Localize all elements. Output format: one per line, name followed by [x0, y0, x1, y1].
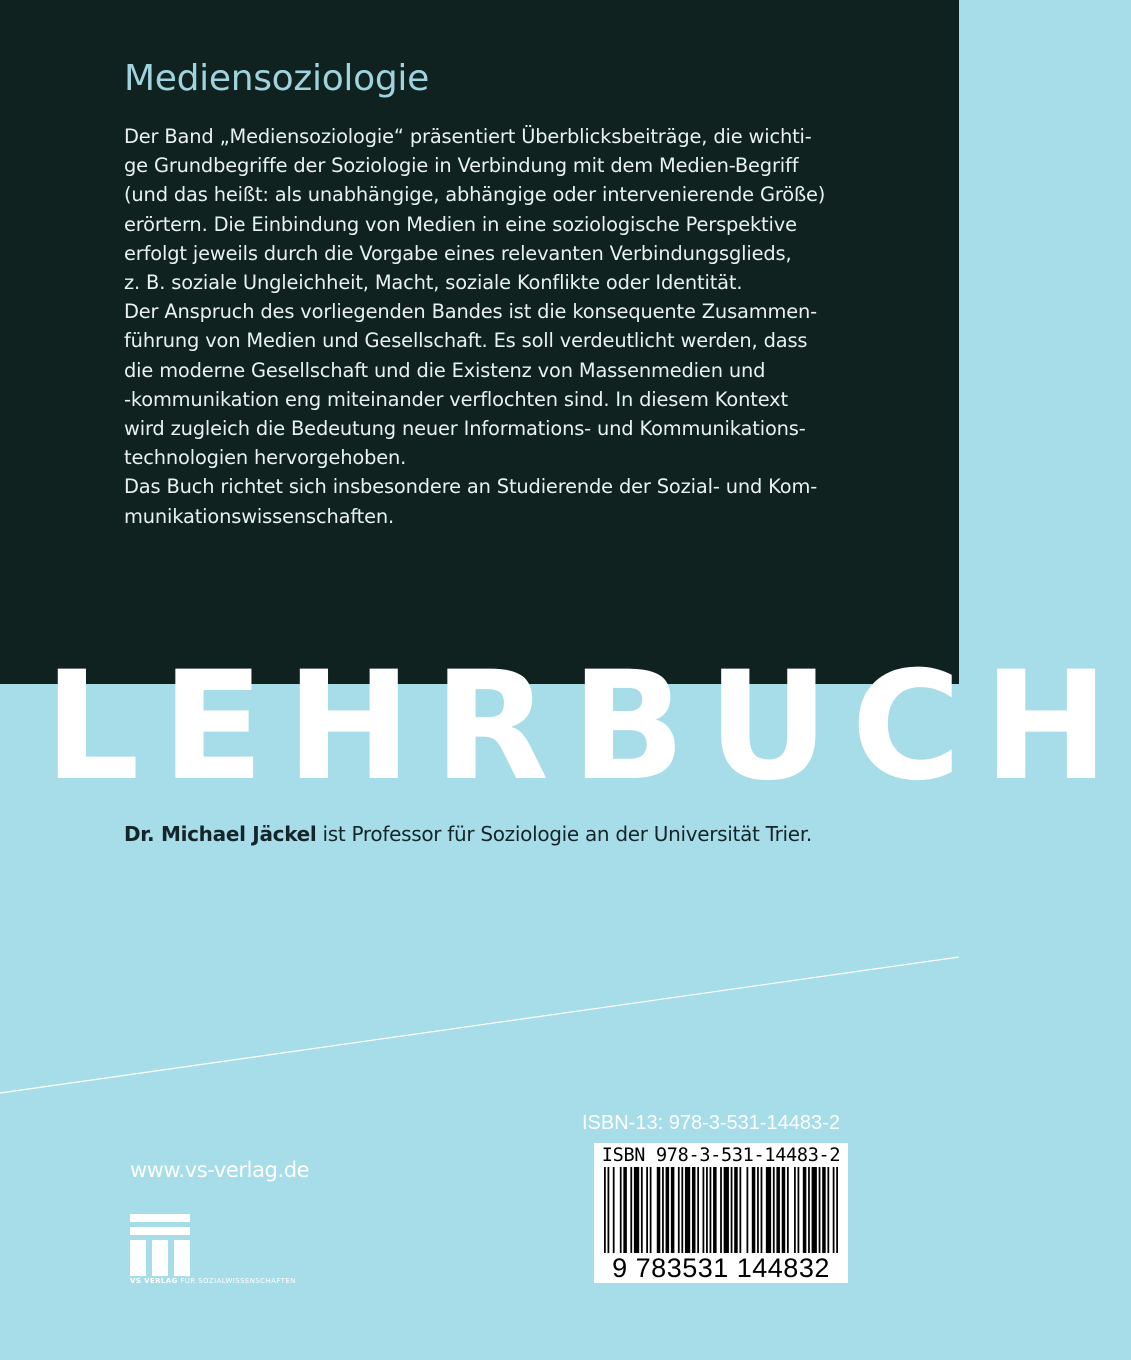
barcode-bar [604, 1167, 606, 1257]
barcode-bar [620, 1167, 622, 1257]
barcode-bar [634, 1167, 639, 1257]
blurb-line: ge Grundbegriffe der Soziologie in Verbindung mit dem Medien-Begriff [124, 154, 799, 178]
publisher-name-rest: FÜR SOZIALWISSENSCHAFTEN [177, 1277, 296, 1285]
blurb-line: (und das heißt: als unabhängige, abhängige oder intervenierende Größe) [124, 183, 826, 207]
isbn13-label: ISBN-13: 978-3-531-14483-2 [582, 1112, 840, 1134]
barcode-bar [798, 1167, 800, 1257]
blurb-line: Der Band „Mediensoziologie“ präsentiert Überblicksbeiträge, die wichti- [124, 125, 812, 148]
blurb-line: technologien hervorgehoben. [124, 446, 407, 470]
barcode-bar [734, 1167, 738, 1257]
barcode-bar [713, 1167, 717, 1257]
barcode-bar [827, 1167, 829, 1257]
blurb-line: erfolgt jeweils durch die Vorgabe eines relevanten Verbindungsglieds, [124, 241, 792, 265]
barcode-bar [787, 1167, 789, 1257]
barcode-bar [641, 1167, 643, 1257]
barcode-bar [819, 1167, 821, 1257]
barcode-bar [776, 1167, 780, 1257]
publisher-logo-icon [130, 1214, 190, 1276]
barcode-bar [630, 1167, 632, 1257]
barcode-bar [747, 1167, 749, 1257]
barcode-bar [739, 1167, 741, 1257]
blurb-line: erörtern. Die Einbindung von Medien in eine soziologische Perspektive [124, 212, 797, 236]
publisher-name-bold: VS VERLAG [130, 1277, 178, 1285]
barcode-bar [720, 1167, 722, 1257]
barcode-bar [808, 1167, 810, 1257]
blurb-line: führung von Medien und Gesellschaft. Es soll verdeutlicht werden, dass [124, 329, 808, 353]
blurb-line: wird zugleich die Bedeutung neuer Informations- und Kommunikations- [124, 417, 806, 441]
barcode-bars-icon [604, 1167, 838, 1257]
barcode-bar [662, 1167, 664, 1257]
blurb-text [124, 122, 904, 531]
barcode-bar [757, 1167, 759, 1257]
barcode-bar [703, 1167, 705, 1257]
barcode-bar [724, 1167, 729, 1257]
barcode-bar [752, 1167, 756, 1257]
barcode-bar [608, 1167, 610, 1257]
barcode-bar [657, 1167, 661, 1257]
barcode-bar [731, 1167, 733, 1257]
barcode-bar [812, 1167, 817, 1257]
publisher-website: www.vs-verlag.de [130, 1158, 310, 1182]
barcode-bar [822, 1167, 826, 1257]
blurb-line: -kommunikation eng miteinander verflochten sind. In diesem Kontext [124, 387, 788, 411]
barcode-bar [803, 1167, 807, 1257]
barcode-bar [685, 1167, 690, 1257]
barcode-bar [678, 1167, 680, 1257]
barcode-bar [623, 1167, 627, 1257]
barcode-bar [681, 1167, 683, 1257]
blurb-line: Das Buch richtet sich insbesondere an Studierende der Sozial- und Kom- [124, 475, 818, 499]
barcode-bar [697, 1167, 699, 1257]
barcode-bar [666, 1167, 670, 1257]
barcode-bar [836, 1167, 838, 1257]
barcode-bar [613, 1167, 615, 1257]
barcode-bar [650, 1167, 652, 1257]
barcode [594, 1143, 848, 1283]
author-name: Dr. Michael Jäckel [124, 822, 317, 846]
blurb-line: Der Anspruch des vorliegenden Bandes ist die konsequente Zusammen- [124, 300, 817, 324]
blurb-line: z. B. soziale Ungleichheit, Macht, soziale Konflikte oder Identität. [124, 271, 743, 295]
blurb-line: munikationswissenschaften. [124, 504, 395, 528]
barcode-digits: 9 783531 144832 [594, 1253, 848, 1283]
publisher-name [130, 1277, 296, 1285]
barcode-bar [782, 1167, 786, 1257]
barcode-bar [671, 1167, 675, 1257]
barcode-bar [761, 1167, 763, 1257]
barcode-bar [766, 1167, 771, 1257]
barcode-bar [692, 1167, 696, 1257]
author-line [124, 822, 812, 846]
barcode-isbn-text: ISBN 978-3-531-14483-2 [601, 1145, 841, 1166]
barcode-bar [706, 1167, 708, 1257]
barcode-bar [833, 1167, 835, 1257]
barcode-bar [773, 1167, 775, 1257]
barcode-bar [646, 1167, 648, 1257]
barcode-bar [794, 1167, 796, 1257]
author-bio: ist Professor für Soziologie an der Universität Trier. [316, 822, 812, 846]
blurb-line: die moderne Gesellschaft und die Existenz von Massenmedien und [124, 358, 766, 382]
series-label-lehrbuch: LEHRBUCH [44, 640, 1131, 814]
barcode-bar [710, 1167, 712, 1257]
top-dark-panel [0, 0, 959, 684]
book-title: Mediensoziologie [124, 58, 429, 99]
